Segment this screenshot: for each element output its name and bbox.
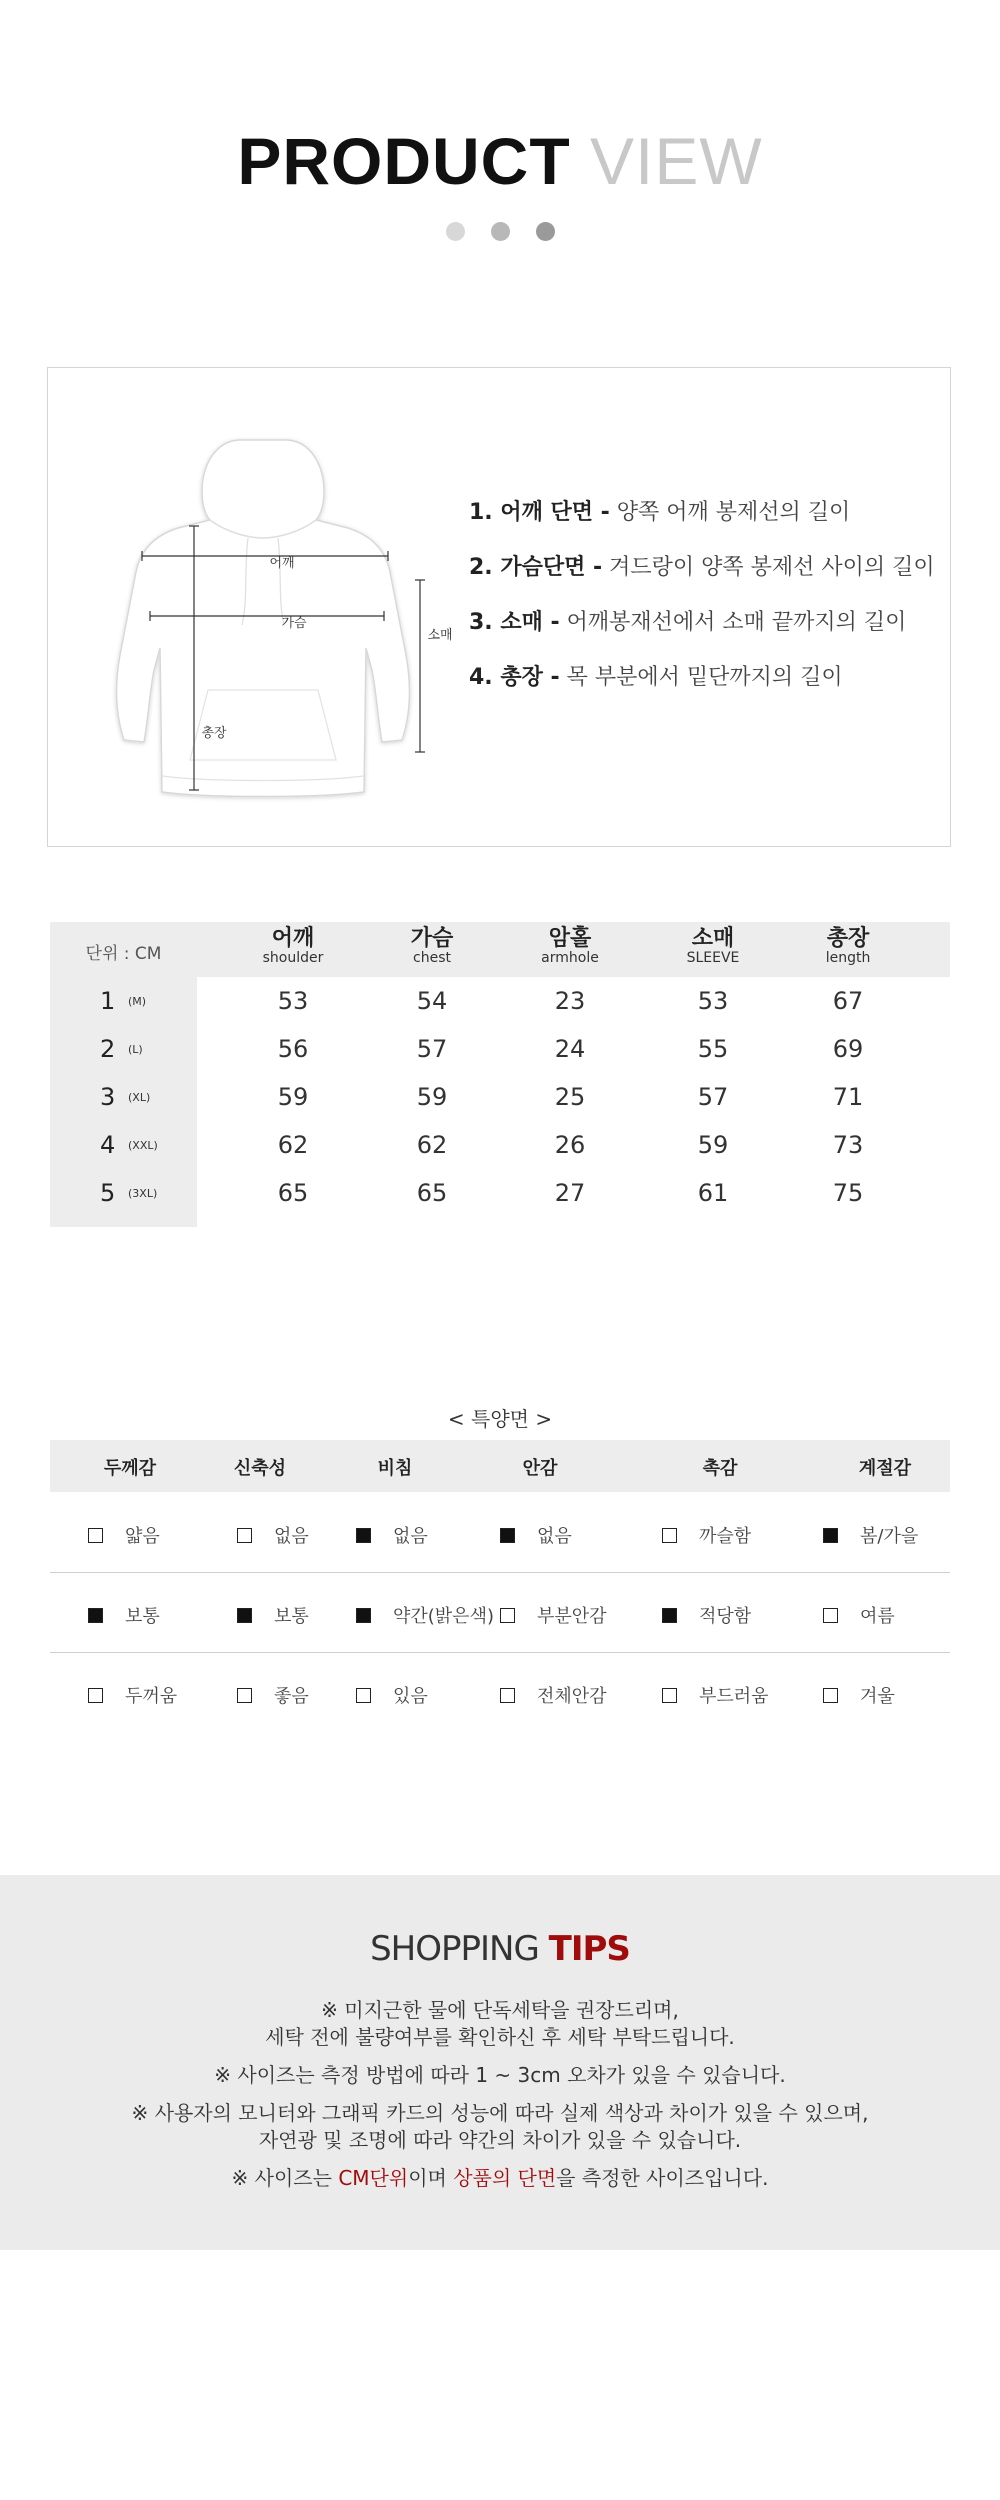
size-label: (L) [128, 1043, 143, 1056]
feature-option [356, 1602, 494, 1628]
definition-shoulder [469, 502, 935, 524]
unchecked-box-icon [237, 1688, 252, 1703]
cell-shoulder: 65 [277, 1179, 309, 1207]
feature-option [823, 1602, 895, 1628]
col-chest [392, 928, 472, 965]
col-shoulder [253, 928, 333, 965]
tips-body [0, 1997, 1000, 2203]
feature-option-label: 보통 [125, 1606, 160, 1627]
feature-row [50, 1572, 950, 1653]
measurement-definitions [469, 502, 935, 722]
unchecked-box-icon [88, 1688, 103, 1703]
col-en: chest [413, 950, 451, 966]
cell-shoulder: 56 [277, 1035, 309, 1063]
col-ko: 소매 [691, 926, 735, 951]
col-en: length [825, 950, 871, 966]
cell-shoulder: 53 [277, 987, 309, 1015]
feature-title: < 특양면 > [447, 1407, 553, 1431]
header-stretch: 신축성 [233, 1458, 287, 1479]
feature-option [88, 1682, 177, 1708]
tips-title-bold: TIPS [548, 1929, 630, 1969]
header-sheerness: 비침 [377, 1458, 413, 1479]
cell-chest: 57 [416, 1035, 448, 1063]
unchecked-box-icon [823, 1608, 838, 1623]
dot-1 [446, 222, 465, 241]
shopping-tips [0, 1875, 1000, 2250]
feature-option-label: 두꺼움 [125, 1686, 178, 1707]
cell-length: 73 [832, 1131, 864, 1159]
checked-box-icon [88, 1608, 103, 1623]
diagram-label-chest: 가슴 [281, 616, 307, 631]
feature-option-label: 전체안감 [537, 1686, 607, 1707]
size-row-2 [50, 1025, 950, 1073]
cell-chest: 59 [416, 1083, 448, 1111]
cell-armhole: 25 [554, 1083, 586, 1111]
cell-chest: 62 [416, 1131, 448, 1159]
cell-sleeve: 61 [697, 1179, 729, 1207]
feature-option [356, 1522, 428, 1548]
title-bold: PRODUCT [237, 124, 571, 198]
tip-text: ※ 사용자의 모니터와 그래픽 카드의 성능에 따라 실제 색상과 차이가 있을 수 있으며, [131, 2101, 869, 2125]
tip-text: 을 측정한 사이즈입니다. [556, 2166, 769, 2190]
cell-armhole: 26 [554, 1131, 586, 1159]
unchecked-box-icon [237, 1528, 252, 1543]
checked-box-icon [823, 1528, 838, 1543]
cell-sleeve: 55 [697, 1035, 729, 1063]
cell-chest: 65 [416, 1179, 448, 1207]
feature-option [500, 1602, 607, 1628]
size-number: 5 [100, 1179, 116, 1207]
checked-box-icon [356, 1608, 371, 1623]
feature-option [88, 1602, 160, 1628]
cell-length: 71 [832, 1083, 864, 1111]
diagram-label-length: 총장 [201, 726, 227, 741]
feature-row [50, 1492, 950, 1573]
definition-length [469, 667, 935, 689]
diagram-label-shoulder: 어깨 [269, 556, 295, 571]
feature-option-label: 없음 [393, 1526, 428, 1547]
size-label: (M) [128, 995, 147, 1008]
tip-unit [0, 2165, 1000, 2192]
col-ko: 어깨 [271, 926, 315, 951]
definition-desc: 겨드랑이 양쪽 봉제선 사이의 길이 [609, 555, 935, 580]
title-light: VIEW [589, 124, 763, 198]
col-length [808, 928, 888, 965]
size-label: (XXL) [128, 1139, 158, 1152]
definition-sleeve [469, 612, 935, 634]
feature-option [500, 1522, 572, 1548]
tip-highlight: 상품의 단면 [453, 2166, 557, 2190]
unchecked-box-icon [662, 1528, 677, 1543]
checked-box-icon [662, 1608, 677, 1623]
cell-armhole: 27 [554, 1179, 586, 1207]
tip-text: 자연광 및 조명에 따라 약간의 차이가 있을 수 있습니다. [258, 2128, 742, 2152]
feature-option [823, 1522, 918, 1548]
unchecked-box-icon [356, 1688, 371, 1703]
cell-length: 67 [832, 987, 864, 1015]
feature-option [662, 1602, 751, 1628]
unchecked-box-icon [500, 1608, 515, 1623]
feature-option-label: 없음 [537, 1526, 572, 1547]
definition-key: 1. 어깨 단면 - [469, 500, 610, 525]
feature-header [50, 1440, 950, 1492]
feature-option-label: 약간(밝은색) [393, 1606, 494, 1627]
size-table-header [50, 922, 950, 977]
header-lining: 안감 [522, 1458, 558, 1479]
feature-option-label: 보통 [274, 1606, 309, 1627]
size-row-4 [50, 1121, 950, 1169]
diagram-label-sleeve: 소매 [427, 628, 453, 643]
size-table [50, 922, 950, 1227]
feature-option [356, 1682, 428, 1708]
feature-option-label: 좋음 [274, 1686, 309, 1707]
measurement-guide-box [47, 367, 951, 847]
tip-measure-error [0, 2062, 1000, 2089]
tip-text: ※ 사이즈는 측정 방법에 따라 1 ~ 3cm 오차가 있을 수 있습니다. [214, 2063, 786, 2087]
definition-key: 4. 총장 - [469, 665, 560, 690]
feature-option-label: 겨울 [860, 1686, 895, 1707]
dot-2 [491, 222, 510, 241]
product-view-header [0, 124, 1000, 198]
header-thickness: 두께감 [103, 1458, 157, 1479]
definition-desc: 어깨봉재선에서 소매 끝까지의 길이 [566, 610, 907, 635]
size-number: 3 [100, 1083, 116, 1111]
col-armhole [530, 928, 610, 965]
definition-key: 3. 소매 - [469, 610, 560, 635]
col-ko: 가슴 [410, 926, 454, 951]
page-title [0, 124, 1000, 198]
feature-option [237, 1522, 309, 1548]
dot-3 [536, 222, 555, 241]
col-sleeve [673, 928, 753, 965]
cell-length: 69 [832, 1035, 864, 1063]
definition-chest [469, 557, 935, 579]
cell-armhole: 23 [554, 987, 586, 1015]
feature-table [50, 1440, 950, 1707]
hoodie-diagram [98, 420, 453, 800]
feature-row [50, 1652, 950, 1732]
feature-option [88, 1522, 160, 1548]
cell-sleeve: 53 [697, 987, 729, 1015]
checked-box-icon [237, 1608, 252, 1623]
tip-text: ※ 미지근한 물에 단독세탁을 권장드리며, [321, 1998, 679, 2022]
feature-option [500, 1682, 607, 1708]
feature-option-label: 봄/가을 [860, 1526, 919, 1547]
feature-option-label: 있음 [393, 1686, 428, 1707]
tip-color [0, 2100, 1000, 2154]
col-en: SLEEVE [686, 950, 740, 966]
definition-desc: 양쪽 어깨 봉제선의 길이 [616, 500, 851, 525]
size-row-5 [50, 1169, 950, 1217]
checked-box-icon [356, 1528, 371, 1543]
tip-text: 이며 [408, 2166, 454, 2190]
size-label: (3XL) [128, 1187, 158, 1200]
pagination-dots [0, 222, 1000, 241]
definition-desc: 목 부분에서 밑단까지의 길이 [566, 665, 843, 690]
unchecked-box-icon [662, 1688, 677, 1703]
feature-option-label: 얇음 [125, 1526, 160, 1547]
feature-option-label: 부분안감 [537, 1606, 607, 1627]
unchecked-box-icon [823, 1688, 838, 1703]
feature-option [823, 1682, 895, 1708]
size-row-1 [50, 977, 950, 1025]
tip-text: ※ 사이즈는 [231, 2166, 339, 2190]
feature-option [237, 1602, 309, 1628]
size-label: (XL) [128, 1091, 151, 1104]
hoodie-shape [117, 440, 410, 797]
col-en: shoulder [262, 950, 324, 966]
size-row-3 [50, 1073, 950, 1121]
cell-shoulder: 59 [277, 1083, 309, 1111]
unchecked-box-icon [500, 1688, 515, 1703]
unchecked-box-icon [88, 1528, 103, 1543]
col-en: armhole [541, 950, 599, 966]
feature-option [662, 1682, 769, 1708]
col-ko: 총장 [826, 926, 870, 951]
feature-option [662, 1522, 751, 1548]
col-ko: 암홀 [548, 926, 592, 951]
cell-chest: 54 [416, 987, 448, 1015]
cell-sleeve: 59 [697, 1131, 729, 1159]
cell-shoulder: 62 [277, 1131, 309, 1159]
unit-label: 단위 : CM [85, 944, 162, 964]
header-season: 계절감 [858, 1458, 912, 1479]
checked-box-icon [500, 1528, 515, 1543]
feature-option-label: 부드러움 [699, 1686, 769, 1707]
size-number: 2 [100, 1035, 116, 1063]
feature-option-label: 적당함 [699, 1606, 752, 1627]
feature-option-label: 없음 [274, 1526, 309, 1547]
cell-armhole: 24 [554, 1035, 586, 1063]
size-number: 4 [100, 1131, 116, 1159]
cell-length: 75 [832, 1179, 864, 1207]
tip-washing [0, 1997, 1000, 2051]
tip-highlight: CM단위 [338, 2166, 409, 2190]
tips-title [0, 1929, 1000, 1969]
tips-title-light: SHOPPING [370, 1929, 539, 1969]
feature-option-label: 여름 [860, 1606, 895, 1627]
size-number: 1 [100, 987, 116, 1015]
tip-text: 세탁 전에 불량여부를 확인하신 후 세탁 부탁드립니다. [265, 2025, 735, 2049]
feature-option [237, 1682, 309, 1708]
cell-sleeve: 57 [697, 1083, 729, 1111]
feature-option-label: 까슬함 [699, 1526, 752, 1547]
size-table-body [50, 977, 950, 1227]
definition-key: 2. 가슴단면 - [469, 555, 603, 580]
header-texture: 촉감 [702, 1458, 738, 1479]
